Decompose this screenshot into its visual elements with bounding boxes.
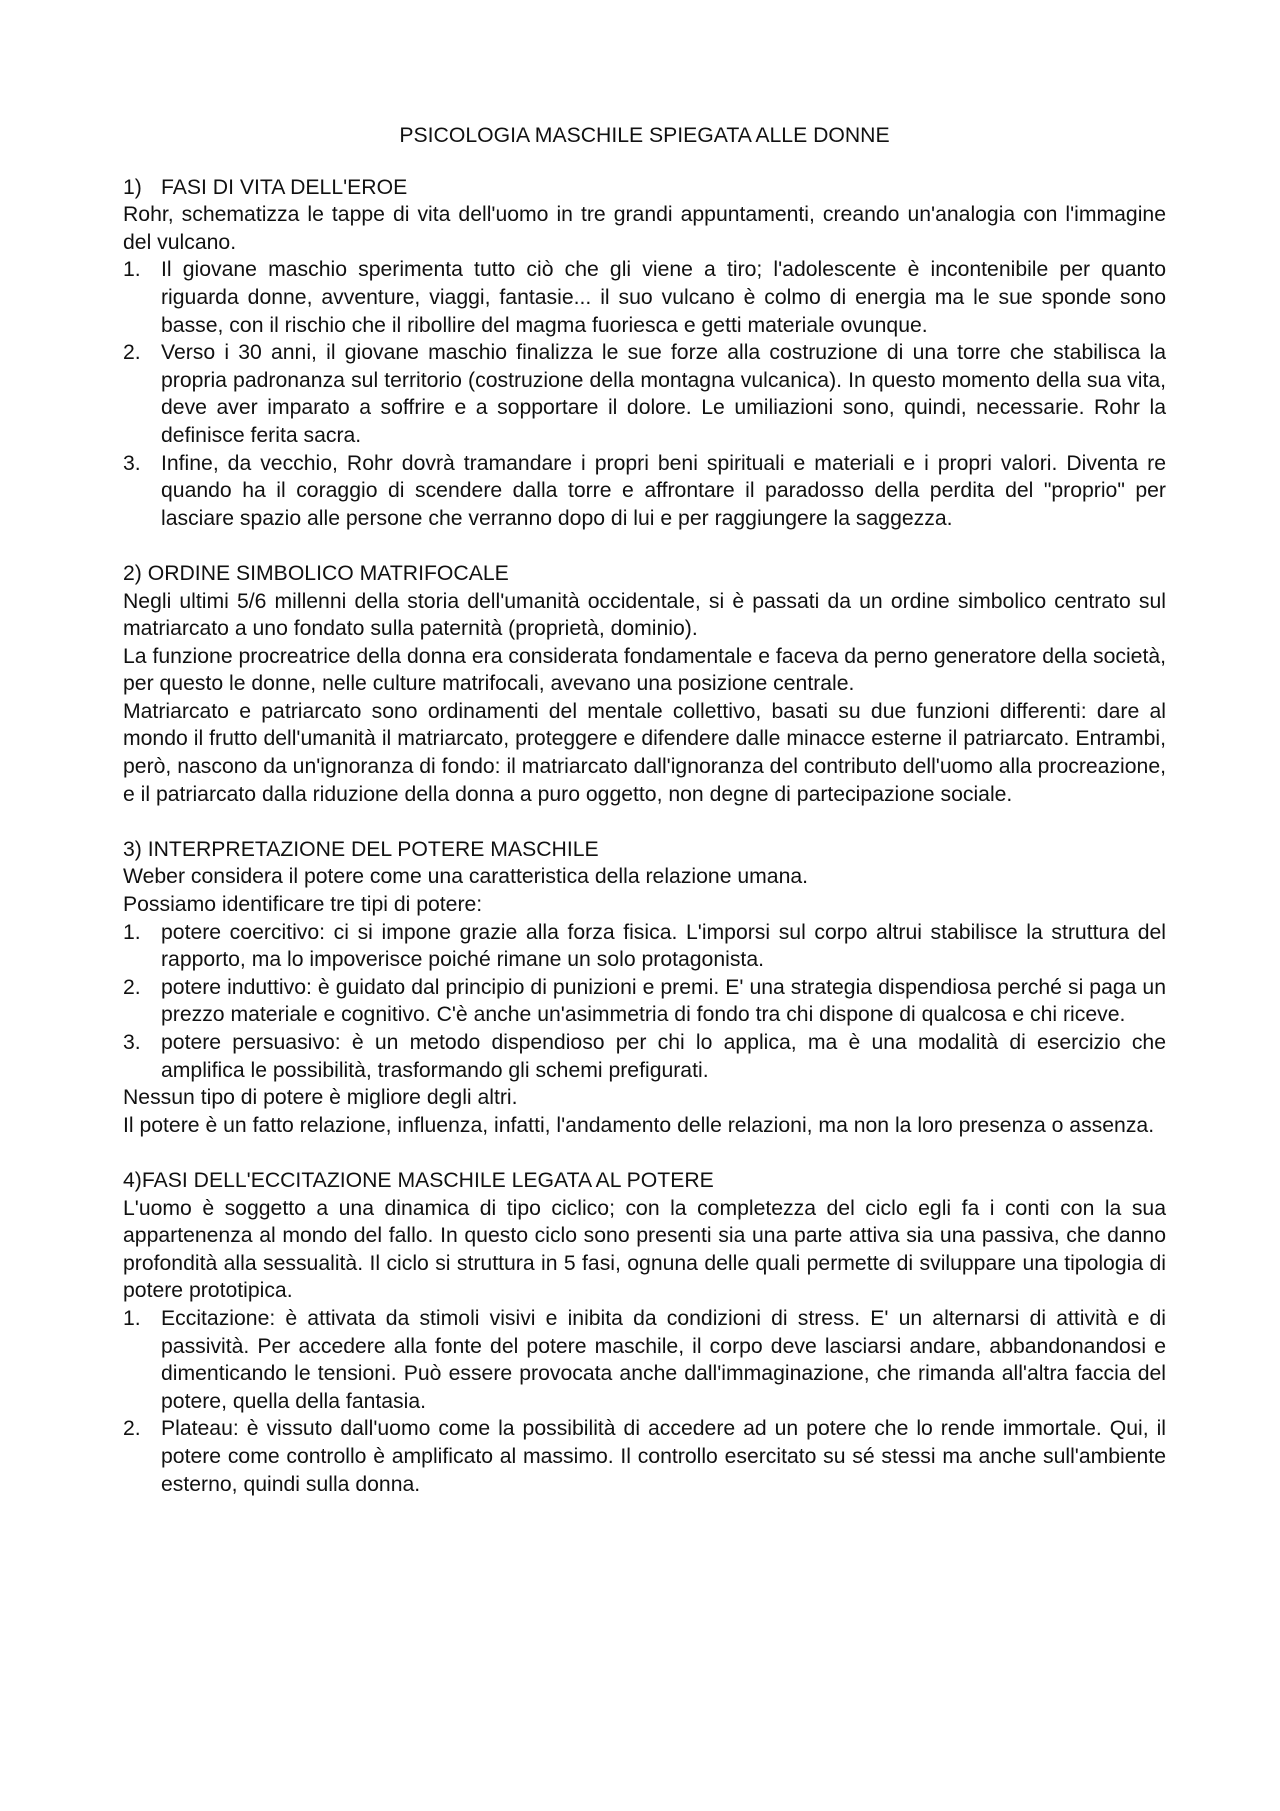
paragraph: L'uomo è soggetto a una dinamica di tipo ciclico; con la completezza del ciclo egli fa i conti con la sua appartenenza al mondo del fallo. In questo ciclo sono presenti sia una parte attiva sia una passiva, che danno profondità alla sessualità. Il ciclo si struttura in 5 fasi, ognuna delle quali permette di sviluppare una tipologia di potere prototipica. <box>123 1196 1166 1303</box>
paragraph: Matriarcato e patriarcato sono ordinamenti del mentale collettivo, basati su due funzioni differenti: dare al mondo il frutto dell'umanità il matriarcato, proteggere e difendere dalle minacce esterne il patriarcato. Entrambi, però, nascono da un'ignoranza di fondo: il matriarcato dall'ignoranza del contributo dell'uomo alla procreazione, e il patriarcato dalla riduzione della donna a puro oggetto, non degne di partecipazione sociale. <box>123 699 1166 806</box>
list-item <box>123 256 1166 339</box>
list-item <box>123 1415 1166 1498</box>
list-item-number: 3. <box>123 451 141 475</box>
list-item-number: 1. <box>123 1306 141 1330</box>
paragraph: Il potere è un fatto relazione, influenza, infatti, l'andamento delle relazioni, ma non la loro presenza o assenza. <box>123 1113 1155 1137</box>
section-fasi-di-vita <box>123 174 1166 533</box>
list-item-text: Verso i 30 anni, il giovane maschio finalizza le sue forze alla costruzione di una torre che stabilisca la propria padronanza sul territorio (costruzione della montagna vulcanica). In questo momento della sua vita, deve aver imparato a soffrire e a sopportare il dolore. Le umiliazioni sono, quindi, necessarie. Rohr la definisce ferita sacra. <box>161 341 1166 447</box>
paragraph: Weber considera il potere come una caratteristica della relazione umana. <box>123 865 809 889</box>
section-fasi-eccitazione <box>123 1167 1166 1498</box>
numbered-list <box>123 1305 1166 1498</box>
section-heading: 4)FASI DELL'ECCITAZIONE MASCHILE LEGATA AL POTERE <box>123 1168 714 1192</box>
list-item-number: 3. <box>123 1031 141 1054</box>
section-heading: 2) ORDINE SIMBOLICO MATRIFOCALE <box>123 561 509 585</box>
paragraph: Rohr, schematizza le tappe di vita dell'uomo in tre grandi appuntamenti, creando un'analogia con l'immagine del vulcano. <box>123 203 1166 254</box>
section-heading-number: 1) <box>123 175 142 199</box>
list-item-text: Il giovane maschio sperimenta tutto ciò che gli viene a tiro; l'adolescente è incontenibile per quanto riguarda donne, avventure, viaggi, fantasie... il suo vulcano è colmo di energia ma le sue sponde sono basse, con il rischio che il ribollire del magma fuoriesca e getti materiale ovunque. <box>161 258 1166 337</box>
list-item-text: potere coercitivo: ci si impone grazie alla forza fisica. L'imporsi sul corpo altrui stabilisce la struttura del rapporto, ma lo impoverisce poiché rimane un solo protagonista. <box>161 920 1166 972</box>
section-ordine-simbolico <box>123 560 1166 808</box>
list-item-text: Eccitazione: è attivata da stimoli visivi e inibita da condizioni di stress. E' un alternarsi di attività e di passività. Per accedere alla fonte del potere maschile, il corpo deve lasciarsi andare, abbandonandosi e dimenticando le tensioni. Può essere provocata anche dall'immaginazione, che rimanda all'altra faccia del potere, quella della fantasia. <box>161 1306 1166 1413</box>
list-item <box>123 339 1166 449</box>
list-item-number: 1. <box>123 920 141 944</box>
list-item <box>123 974 1166 1029</box>
list-item-text: potere induttivo: è guidato dal principio di punizioni e premi. E' una strategia dispendiosa perché si paga un prezzo materiale e cognitivo. C'è anche un'asimmetria di fondo tra chi dispone di qualcosa e chi riceve. <box>161 975 1166 1027</box>
list-item-text: potere persuasivo: è un metodo dispendioso per chi lo applica, ma è una modalità di esercizio che amplifica le possibilità, trasformando gli schemi prefigurati. <box>161 1031 1166 1082</box>
section-potere-maschile <box>123 836 1166 1140</box>
paragraph: Nessun tipo di potere è migliore degli altri. <box>123 1086 518 1110</box>
section-heading-text: FASI DI VITA DELL'EROE <box>161 175 408 199</box>
list-item-number: 2. <box>123 1417 141 1441</box>
paragraph: La funzione procreatrice della donna era considerata fondamentale e faceva da perno generatore della società, per questo le donne, nelle culture matrifocali, avevano una posizione centrale. <box>123 644 1166 696</box>
list-item-number: 2. <box>123 975 141 999</box>
list-item-number: 2. <box>123 341 141 365</box>
section-heading <box>123 174 1166 202</box>
section-heading: 3) INTERPRETAZIONE DEL POTERE MASCHILE <box>123 837 599 861</box>
document-title: PSICOLOGIA MASCHILE SPIEGATA ALLE DONNE <box>399 124 890 147</box>
paragraph: Negli ultimi 5/6 millenni della storia dell'umanità occidentale, si è passati da un ordine simbolico centrato sul matriarcato a uno fondato sulla paternità (proprietà, dominio). <box>123 589 1166 641</box>
list-item <box>123 450 1166 533</box>
list-item <box>123 1305 1166 1415</box>
numbered-list <box>123 256 1166 532</box>
numbered-list <box>123 919 1166 1085</box>
list-item <box>123 919 1166 974</box>
list-item-text: Plateau: è vissuto dall'uomo come la possibilità di accedere ad un potere che lo rende immortale. Qui, il potere come controllo è amplificato al massimo. Il controllo esercitato su sé stessi ma anche sull'ambiente esterno, quindi sulla donna. <box>161 1417 1166 1496</box>
document-page <box>123 122 1166 1498</box>
list-item-number: 1. <box>123 258 141 282</box>
paragraph: Possiamo identificare tre tipi di potere: <box>123 893 483 917</box>
list-item-text: Infine, da vecchio, Rohr dovrà tramandare i propri beni spirituali e materiali e i propri valori. Diventa re quando ha il coraggio di scendere dalla torre e affrontare il paradosso della perdita del "proprio" per lasciare spazio alle persone che verranno dopo di lui e per raggiungere la saggezza. <box>161 451 1166 530</box>
list-item <box>123 1029 1166 1084</box>
